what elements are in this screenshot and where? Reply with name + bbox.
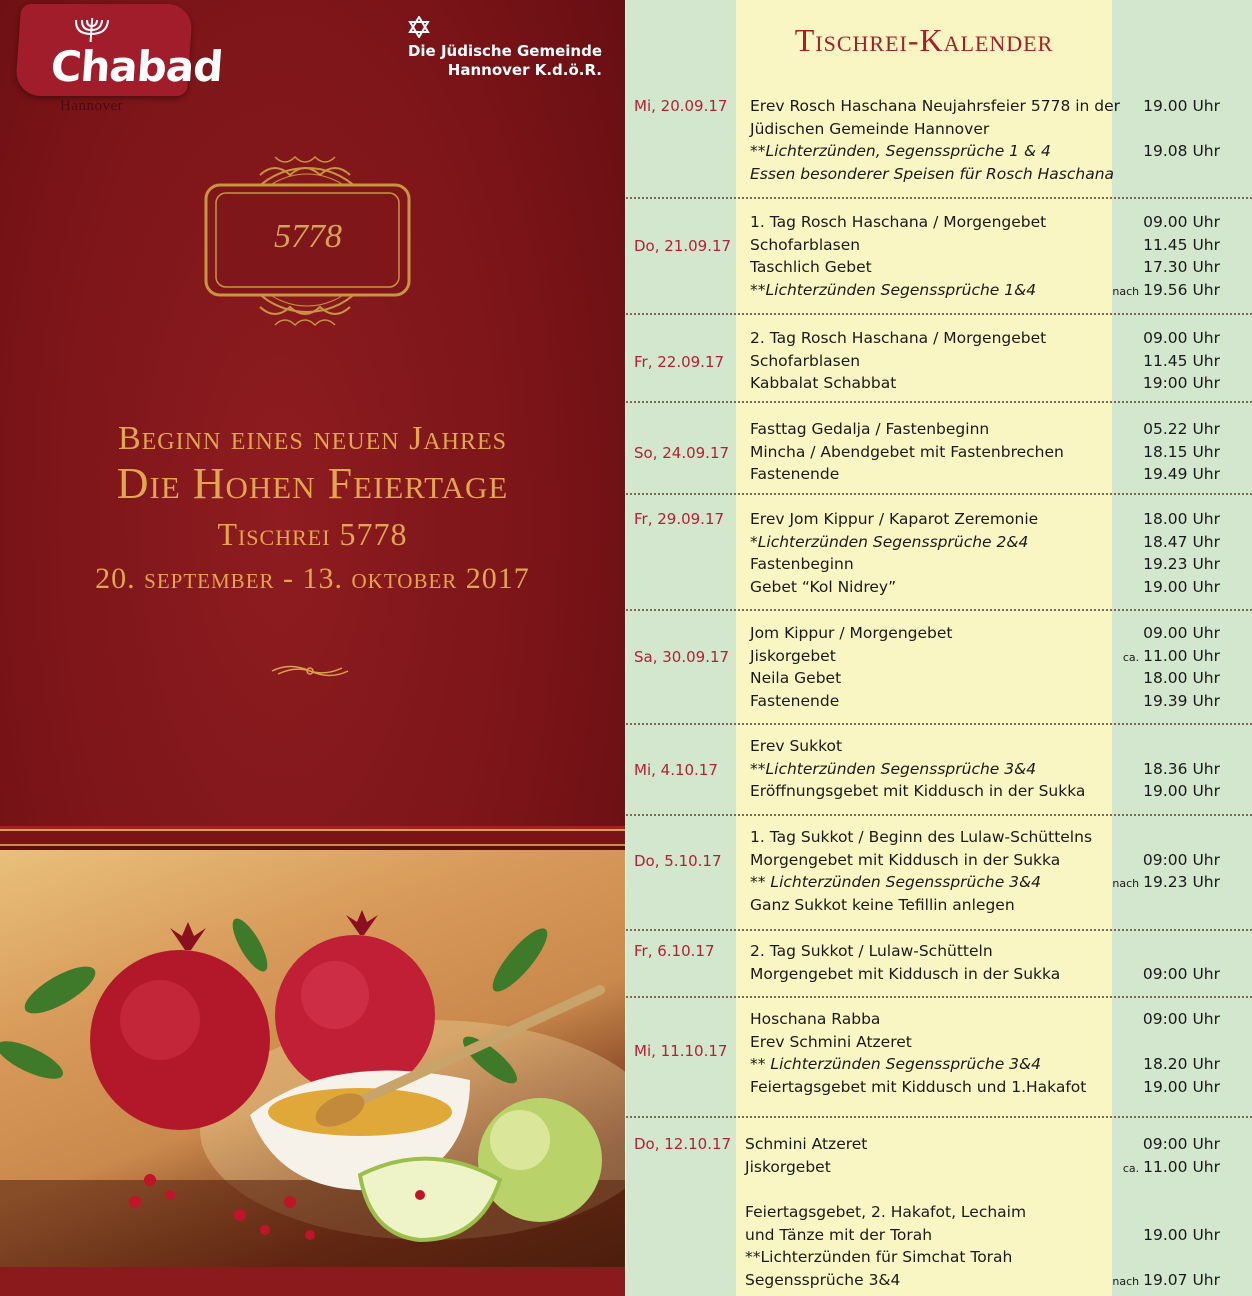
event-time-line [1112, 871, 1220, 894]
event-time: 19.23 Uhr [1143, 873, 1220, 892]
bottom-strip [0, 1267, 625, 1296]
event-time: 19.23 Uhr [1143, 555, 1220, 574]
event-line: Essen besonderer Speisen für Rosch Haschana [750, 165, 1115, 184]
organisation-line-2: Hannover K.d.ö.R. [447, 61, 602, 79]
row-separator [626, 493, 1252, 495]
event-time: 18.00 Uhr [1143, 510, 1220, 528]
event-time: 11.45 Uhr [1143, 351, 1220, 370]
event-time-line [1112, 118, 1220, 141]
event-description [750, 622, 1110, 713]
headline-date-range: 20. september - 13. oktober 2017 [95, 562, 530, 595]
event-time: 19.00 Uhr [1143, 1225, 1220, 1244]
event-line: 1. Tag Sukkot / Beginn des Lulaw-Schüttelns [750, 828, 1093, 846]
organisation-line-1: Die Jüdische Gemeinde [407, 42, 602, 60]
event-times [1112, 1133, 1220, 1292]
event-time-line [1112, 418, 1220, 441]
event-line: Fastenbeginn [750, 555, 854, 574]
event-time-line [1112, 140, 1220, 163]
event-time-line [1112, 441, 1220, 464]
event-time: 19:00 Uhr [1142, 374, 1220, 393]
event-line: Mincha / Abendgebet mit Fastenbrechen [750, 442, 1064, 461]
row-separator [626, 929, 1252, 931]
event-time-line [1112, 576, 1220, 599]
event-description [750, 826, 1110, 917]
event-time-line [1112, 279, 1220, 302]
event-line: Neila Gebet [750, 669, 842, 688]
event-line: 2. Tag Rosch Haschana / Morgengebet [750, 329, 1047, 347]
event-time-line [1112, 1133, 1220, 1156]
event-line: Feiertagsgebet mit Kiddusch und 1.Hakafot [750, 1078, 1087, 1097]
event-time-line [1112, 622, 1220, 645]
event-date: Do, 21.09.17 [634, 237, 732, 255]
event-line: Schofarblasen [750, 351, 861, 370]
event-line: Fasttag Gedalja / Fastenbeginn [750, 420, 990, 438]
event-time-line [1112, 1269, 1220, 1292]
holiday-photo [0, 850, 625, 1267]
event-line: Schmini Atzeret [745, 1135, 868, 1153]
headline-high-holidays: Die Hohen Feiertage [116, 459, 509, 508]
event-time-line [1112, 758, 1220, 781]
event-time: 18.36 Uhr [1143, 759, 1220, 778]
row-separator [626, 1116, 1252, 1118]
event-line: Jüdischen Gemeinde Hannover [750, 119, 990, 138]
event-time: 19.08 Uhr [1143, 142, 1220, 161]
event-line: Erev Schmini Atzeret [750, 1032, 912, 1051]
event-time-line [1112, 826, 1220, 849]
event-time: 19.00 Uhr [1143, 782, 1220, 801]
row-separator [626, 401, 1252, 403]
event-date: Do, 5.10.17 [634, 852, 722, 870]
time-qualifier: nach [1112, 285, 1140, 299]
event-line: Erev Rosch Haschana Neujahrsfeier 5778 in der [750, 97, 1121, 115]
event-time: 11.45 Uhr [1143, 235, 1220, 254]
time-qualifier: nach [1112, 1275, 1140, 1289]
logo-city: Hannover [60, 98, 124, 114]
row-separator [626, 723, 1252, 725]
event-time-line [1112, 327, 1220, 350]
organisation-name [380, 42, 602, 80]
row-separator [626, 609, 1252, 611]
event-time-line [1112, 163, 1220, 186]
event-line: Segenssprüche 3&4 [745, 1271, 901, 1290]
event-time-line [1112, 1224, 1220, 1247]
event-time-line [1112, 1201, 1220, 1224]
event-time-line [1112, 508, 1220, 531]
event-line: Fastenende [750, 465, 840, 484]
event-time-line [1112, 894, 1220, 917]
event-times [1112, 95, 1220, 186]
event-time-line [1112, 95, 1220, 118]
event-line: Erev Sukkot [750, 737, 843, 755]
event-times [1112, 418, 1220, 486]
event-line: Gebet “Kol Nidrey” [750, 578, 897, 597]
event-time-line [1112, 1076, 1220, 1099]
event-time-line [1112, 553, 1220, 576]
event-time-line [1112, 463, 1220, 486]
pomegranates-and-apples-illustration [0, 850, 625, 1267]
logo-wordmark: Chabad [49, 42, 225, 91]
event-time-line [1112, 256, 1220, 279]
row-separator [626, 197, 1252, 199]
event-time: 18.00 Uhr [1143, 669, 1220, 688]
event-times [1112, 508, 1220, 599]
event-time: 19.49 Uhr [1143, 465, 1220, 484]
event-description [750, 327, 1110, 395]
event-line: Feiertagsgebet, 2. Hakafot, Lechaim [745, 1203, 1027, 1222]
time-qualifier: ca. [1122, 1161, 1140, 1175]
event-line: **Lichterzünden für Simchat Torah [745, 1248, 1013, 1267]
event-time-line [1112, 1053, 1220, 1076]
event-time-line [1112, 350, 1220, 373]
event-time: 19.56 Uhr [1143, 281, 1220, 300]
event-date: Sa, 30.09.17 [634, 648, 730, 666]
event-line: Jiskorgebet [750, 646, 836, 665]
flourish-ornament [270, 660, 350, 682]
event-date: Mi, 20.09.17 [634, 97, 728, 115]
event-time-line [1112, 1246, 1220, 1269]
event-time: 09:00 Uhr [1142, 850, 1220, 869]
event-description [750, 211, 1110, 302]
year-label: 5778 [274, 218, 342, 255]
event-description [750, 508, 1110, 599]
calendar-title: Tischrei-Kalender [794, 22, 1054, 58]
event-time: 09:00 Uhr [1142, 964, 1220, 983]
event-time-line [1112, 531, 1220, 554]
event-time-line [1112, 1008, 1220, 1031]
event-description [750, 95, 1121, 186]
event-time: 19.00 Uhr [1143, 1078, 1220, 1097]
event-line: ** Lichterzünden Segenssprüche 3&4 [750, 873, 1041, 892]
event-time-line [1112, 1178, 1220, 1201]
event-description [750, 418, 1110, 486]
event-times [1112, 826, 1220, 917]
event-time: 18.15 Uhr [1143, 442, 1220, 461]
event-line: 2. Tag Sukkot / Lulaw-Schütteln [750, 942, 993, 960]
flyer-cover [0, 0, 625, 1296]
time-qualifier: nach [1112, 877, 1140, 891]
event-time: 18.47 Uhr [1143, 532, 1220, 551]
event-line: *Lichterzünden Segenssprüche 2&4 [750, 532, 1029, 551]
event-date: Mi, 11.10.17 [634, 1042, 728, 1060]
decorative-band [0, 826, 625, 850]
event-description [750, 940, 1110, 985]
event-description [750, 1008, 1110, 1099]
event-time: 17.30 Uhr [1143, 258, 1220, 277]
event-line: **Lichterzünden, Segenssprüche 1 & 4 [750, 142, 1051, 161]
time-qualifier: ca. [1122, 650, 1140, 664]
event-line: 1. Tag Rosch Haschana / Morgengebet [750, 213, 1047, 231]
event-line [745, 1178, 1105, 1201]
event-line: Erev Jom Kippur / Kaparot Zeremonie [750, 510, 1039, 528]
event-line: Ganz Sukkot keine Tefillin anlegen [750, 896, 1015, 915]
event-date: So, 24.09.17 [634, 444, 730, 462]
event-line: Fastenende [750, 692, 840, 711]
headline-new-year: Beginn eines neuen Jahres [117, 420, 508, 457]
event-time-line [1112, 645, 1220, 668]
event-time: 11.00 Uhr [1143, 1157, 1220, 1176]
event-line: **Lichterzünden Segenssprüche 1&4 [750, 281, 1037, 300]
event-time-line [1112, 735, 1220, 758]
event-time-line [1112, 1031, 1220, 1054]
event-date: Do, 12.10.17 [634, 1135, 732, 1153]
chabad-logo [15, 4, 225, 96]
event-time-line [1112, 211, 1220, 234]
event-description [745, 1133, 1105, 1292]
event-time-line [1112, 234, 1220, 257]
event-line: Eröffnungsgebet mit Kiddusch in der Sukka [750, 782, 1086, 801]
event-time-line [1112, 372, 1220, 395]
event-line: Jiskorgebet [745, 1157, 831, 1176]
event-date: Fr, 6.10.17 [634, 942, 715, 960]
event-date: Fr, 22.09.17 [634, 353, 725, 371]
event-times [1112, 327, 1220, 395]
event-times [1112, 1008, 1220, 1099]
headline-tischrei: Tischrei 5778 [217, 516, 408, 552]
event-time: 09.00 Uhr [1143, 624, 1220, 642]
event-line: Morgengebet mit Kiddusch in der Sukka [750, 850, 1061, 869]
event-description [750, 735, 1110, 803]
event-line: ** Lichterzünden Segenssprüche 3&4 [750, 1055, 1041, 1074]
event-time: 11.00 Uhr [1143, 646, 1220, 665]
event-time-line [1112, 690, 1220, 713]
event-date: Fr, 29.09.17 [634, 510, 725, 528]
event-line: Hoschana Rabba [750, 1010, 881, 1028]
event-time-line [1112, 667, 1220, 690]
row-separator [626, 313, 1252, 315]
event-time-line [1112, 849, 1220, 872]
event-time: 19.00 Uhr [1143, 578, 1220, 597]
event-time: 09:00 Uhr [1142, 1135, 1220, 1153]
event-time: 09.00 Uhr [1143, 213, 1220, 231]
row-separator [626, 996, 1252, 998]
event-time-line [1112, 963, 1220, 986]
event-time-line [1112, 1156, 1220, 1179]
event-time-line [1112, 940, 1220, 963]
event-line: Taschlich Gebet [750, 258, 872, 277]
row-separator [626, 814, 1252, 816]
event-time: 09.00 Uhr [1143, 329, 1220, 347]
event-line: und Tänze mit der Torah [745, 1225, 933, 1244]
event-line: Jom Kippur / Morgengebet [750, 624, 953, 642]
event-line: **Lichterzünden Segenssprüche 3&4 [750, 759, 1037, 778]
event-time: 19.07 Uhr [1143, 1271, 1220, 1290]
event-time-line [1112, 780, 1220, 803]
event-times [1112, 622, 1220, 713]
menorah-icon [70, 16, 112, 44]
event-line: Morgengebet mit Kiddusch in der Sukka [750, 964, 1061, 983]
event-time: 19.39 Uhr [1143, 692, 1220, 711]
event-time: 18.20 Uhr [1143, 1055, 1220, 1074]
event-time: 05.22 Uhr [1143, 420, 1220, 438]
event-date: Mi, 4.10.17 [634, 761, 718, 779]
event-line: Schofarblasen [750, 235, 861, 254]
event-time: 19.00 Uhr [1143, 97, 1220, 115]
event-line: Kabbalat Schabbat [750, 374, 897, 393]
event-times [1112, 735, 1220, 803]
event-time: 09:00 Uhr [1142, 1010, 1220, 1028]
star-of-david-icon [408, 16, 430, 38]
event-times [1112, 211, 1220, 302]
event-times [1112, 940, 1220, 985]
